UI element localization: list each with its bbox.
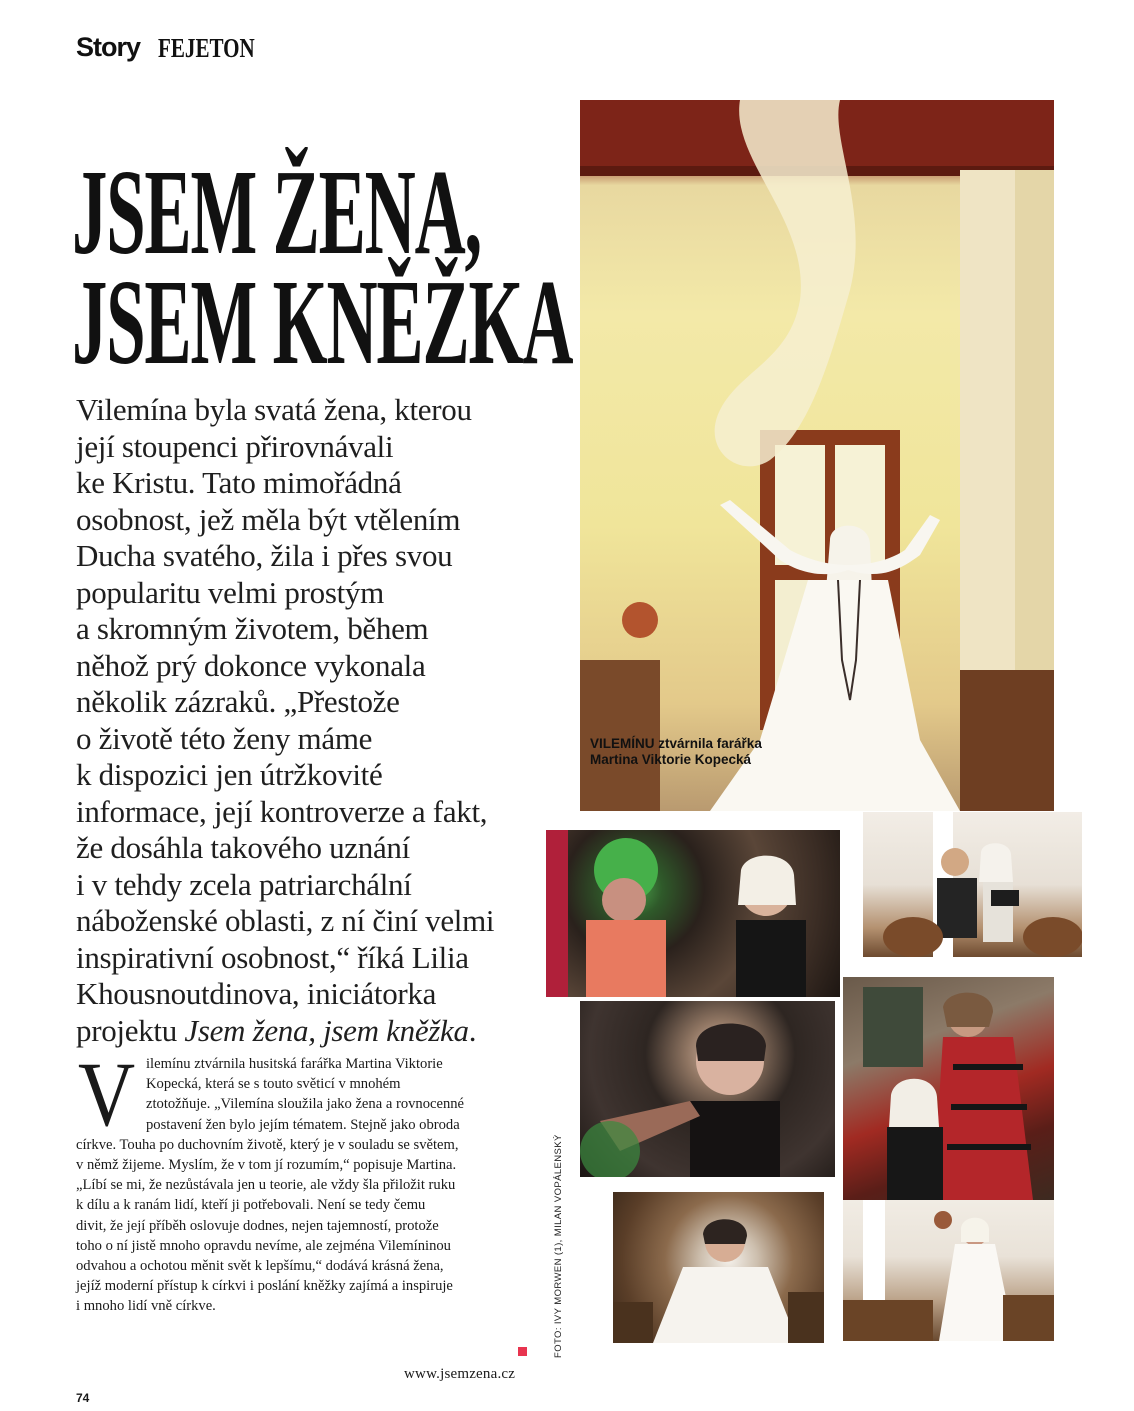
photo-makeup-closeup (580, 1001, 835, 1177)
caption-rest: ztvárnila farářka Martina Viktorie Kopecká (590, 736, 762, 767)
main-photo-vilemina (580, 100, 1054, 811)
body-line: v němž žijeme. Myslím, že v tom jí rozumím,“ popisuje Martina. (76, 1157, 457, 1174)
photo-photographer (863, 812, 1082, 957)
lead-line: něhož prý dokonce vykonala (76, 647, 426, 683)
body-line: postavení žen bylo jejím tématem. Stejně jako obroda (146, 1116, 460, 1133)
page-number: 74 (76, 1391, 90, 1405)
lead-line: o životě této ženy máme (76, 720, 373, 756)
lead-line-last (76, 1013, 546, 1050)
body-line: divit, že její příběh oslovuje dodnes, nejen tajemností, protože (76, 1217, 439, 1234)
body-line: „Líbí se mi, že nezůstávala jen u teorie, ale vždy šla přiložit ruku (76, 1177, 456, 1194)
caption-strong: VILEMÍNU (590, 736, 655, 751)
body-line: Kopecká, která se s touto světicí v mnohém (146, 1076, 401, 1093)
body-line: toho o ní jistě mnoho opravdu nevíme, ale zejména Vilemíninou (76, 1237, 451, 1254)
body-line: ztotožňuje. „Vilemína sloužila jako žena a rovnocenné (146, 1096, 465, 1113)
body-line: ilemínu ztvárnila husitská farářka Martina Viktorie (146, 1056, 443, 1072)
drop-cap: V (78, 1043, 136, 1145)
photo-2-illustration (546, 830, 840, 997)
headline-line-2: JSEM KNĚŽKA (72, 255, 573, 390)
lead-line: Vilemína byla svatá žena, kterou (76, 392, 472, 427)
lead-line: několik zázraků. „Přestože (76, 684, 400, 719)
website-link[interactable]: www.jsemzena.cz (404, 1366, 516, 1382)
lead-line: k dispozici jen útržkovité (76, 757, 383, 792)
main-photo-caption (590, 736, 780, 767)
body-line: jejíž moderní přístup k církvi i poslání kněžky zajímá a inspiruje (76, 1278, 453, 1295)
lead-line: její stoupenci přirovnávali (76, 428, 394, 464)
photo-7-illustration (843, 1200, 1054, 1341)
lead-line: osobnost, jež měla být vtělením (76, 501, 461, 537)
lead-line: i v tehdy zcela patriarchální (76, 866, 412, 902)
photo-standing-church (843, 1200, 1054, 1341)
photo-seated-white-dress (613, 1192, 824, 1343)
lead-line: náboženské oblasti, z ní činí velmi (76, 903, 495, 938)
end-mark-square (518, 1347, 527, 1356)
lead-line: Khousnoutdinova, iniciátorka (76, 976, 437, 1011)
photo-headscarf-dressing (843, 977, 1054, 1200)
lead-last-prefix: projektu (76, 1012, 185, 1048)
lead-last-suffix: . (468, 1012, 477, 1048)
body-line: k dílu a k ranám lidí, kteří ji potřebovali. Není se tedy čemu (76, 1197, 426, 1214)
lead-line: že dosáhla takového uznání (76, 830, 410, 865)
photo-3-illustration (863, 812, 1082, 957)
body-line: i mnoho lidí vně církve. (76, 1298, 216, 1315)
photo-5-illustration (843, 977, 1054, 1200)
photo-4-illustration (580, 1001, 835, 1177)
lead-line: popularitu velmi prostým (76, 574, 384, 610)
lead-line: a skromným životem, během (76, 611, 429, 646)
project-title: Jsem žena, jsem kněžka (184, 1012, 469, 1048)
body-line: odvahou a ochotou měnit svět k lepšímu,“ dodává krásná žena, (76, 1258, 444, 1275)
main-photo-illustration (580, 100, 1054, 811)
body-paragraph (76, 1043, 526, 1317)
body-line: církve. Touha po duchovním životě, který je v souladu se světem, (76, 1136, 459, 1153)
header-story-label: Story (76, 32, 141, 62)
photo-6-illustration (613, 1192, 824, 1343)
lead-line: Ducha svatého, žila i přes svou (76, 538, 453, 573)
photo-makeup-green-hair (546, 830, 840, 997)
lead-line: informace, její kontroverze a fakt, (76, 793, 488, 829)
photo-credit: FOTO: IVY MORWEN (1), MILAN VOPÁLENSKÝ (553, 1134, 564, 1358)
headline-line-1: JSEM ŽENA, (72, 145, 482, 280)
lead-paragraph (76, 392, 546, 1049)
lead-line: ke Kristu. Tato mimořádná (76, 465, 402, 500)
lead-line: inspirativní osobnost,“ říká Lilia (76, 939, 469, 975)
header-section-label: FEJETON (158, 33, 255, 63)
